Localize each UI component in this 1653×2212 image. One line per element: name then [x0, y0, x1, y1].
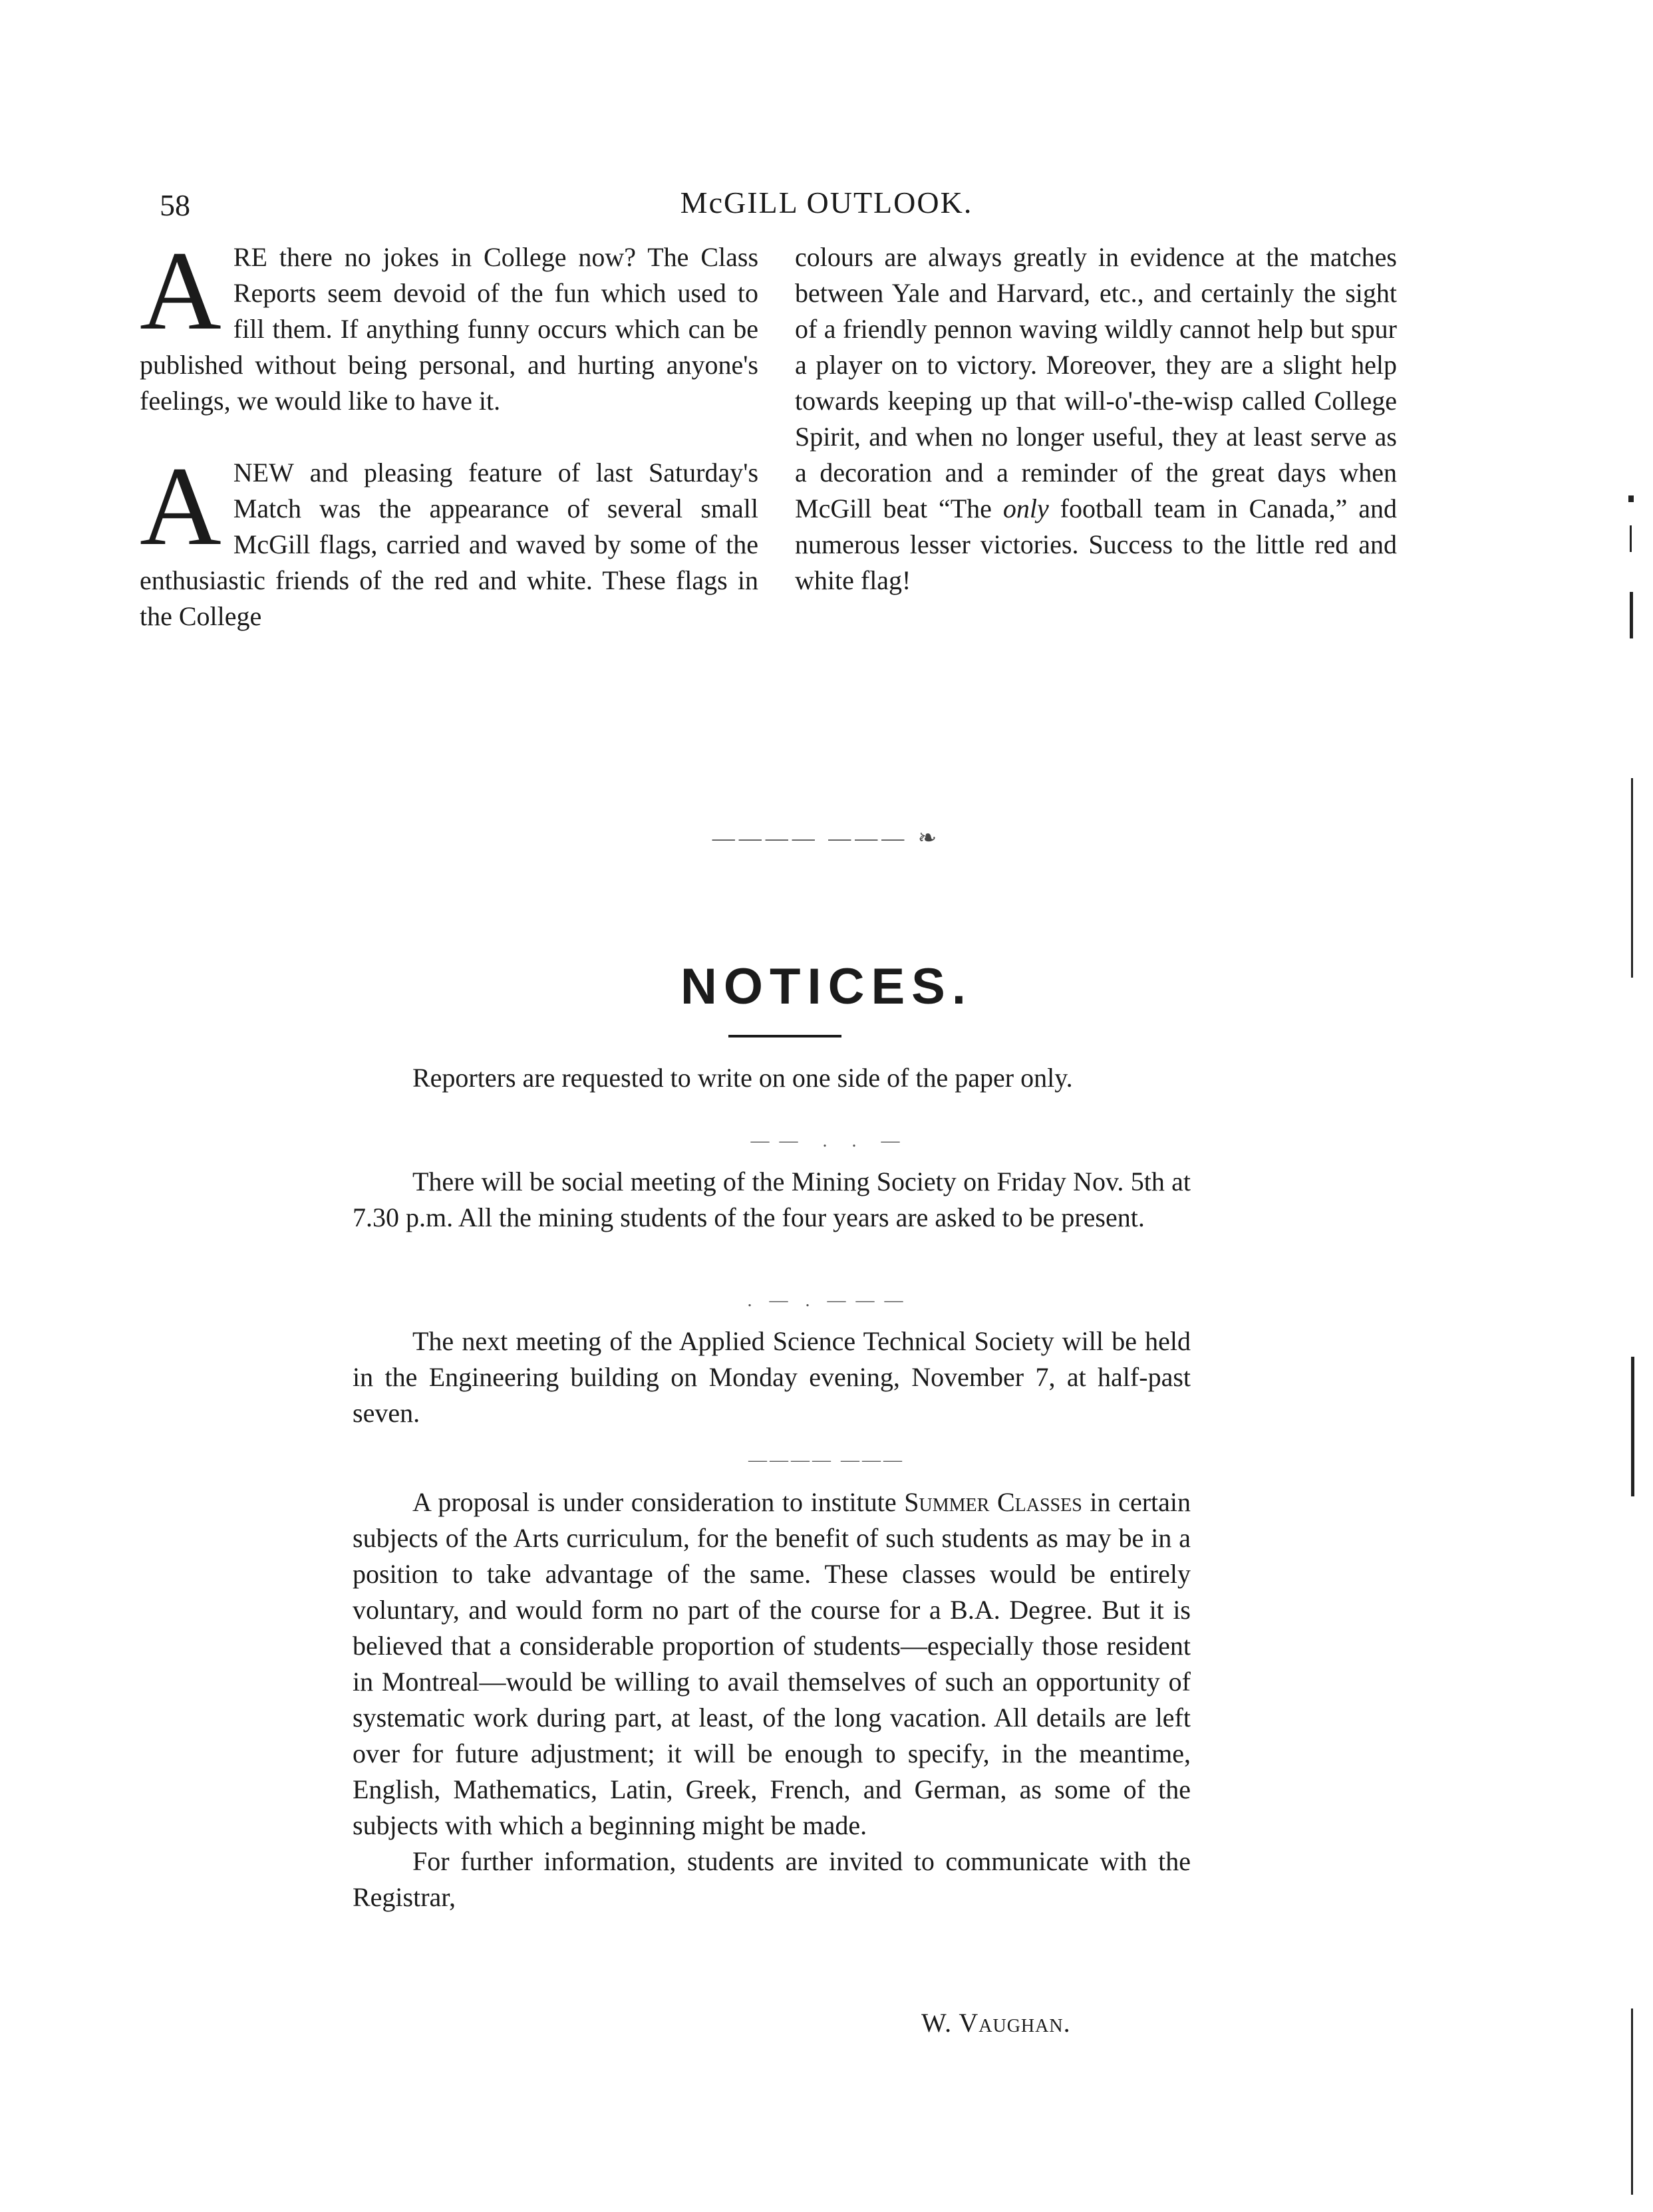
lead-word: RE [233, 242, 267, 272]
flags-paragraph-text [140, 444, 759, 634]
section-ornament: ———— ——— ❧ [712, 826, 941, 851]
scan-mark [1631, 1357, 1634, 1496]
right-column [795, 239, 1397, 599]
drop-cap: A [140, 228, 222, 353]
scan-mark [1630, 592, 1633, 638]
drop-cap: A [140, 444, 222, 569]
title-rule [728, 1035, 841, 1037]
signature: W. Vaughan. [921, 2008, 1071, 2038]
notice-summer-text [353, 1484, 1191, 1844]
left-column [140, 228, 759, 634]
summer-text-b: in certain subjects of the Arts curriculum, for the benefit of such students as may be in a position to take advantage of the same. These classes would be entirely voluntary, and would form no part of the course for a B.A. Degree. But it is believed that a considerable proportion of students—especially those resident in Montreal—would be willing to avail themselves of such an opportunity of systematic work during part, at least, of the long vacation. All details are left over for future adjustment; it will be enough to specify, in the meantime, English, Mathematics, Latin, Greek, French, and German, as some of the subjects with which a beginning might be made. [353, 1487, 1191, 1840]
notice-mining-society [353, 1164, 1191, 1236]
scan-mark [1631, 2008, 1633, 2195]
separator-dashes: . — . — — — [747, 1290, 906, 1311]
page-number: 58 [160, 188, 190, 222]
summer-classes-small-caps: Summer Classes [904, 1487, 1082, 1517]
running-title: McGILL OUTLOOK. [680, 186, 973, 219]
notice-technical-society [353, 1323, 1191, 1431]
notice-mining-text: There will be social meeting of the Mining Society on Friday Nov. 5th at 7.30 p.m. All the mining students of the four years are asked to be present. [353, 1167, 1191, 1232]
italic-word: only [1002, 493, 1049, 523]
separator-dashes: — — . . — [750, 1131, 903, 1151]
notice-summer-classes [353, 1484, 1191, 1915]
flags-paragraph-body: and pleasing feature of last Saturday's Match was the appearance of several small McGill flags, carried and waved by some of the enthusiastic friends of the red and white. These flags in the College [140, 458, 759, 631]
flags-paragraph [140, 444, 759, 634]
jokes-paragraph [140, 228, 759, 419]
notice-reporters-text: Reporters are requested to write on one side of the paper only. [412, 1063, 1073, 1093]
notice-registrar-text: For further information, students are invited to communicate with the Registrar, [353, 1846, 1191, 1912]
scan-mark [1631, 778, 1633, 978]
notices-title: NOTICES. [680, 958, 973, 1015]
jokes-paragraph-body: there no jokes in College now? The Class Reports seem devoid of the fun which used to fill them. If anything funny occurs which can be published without being personal, and hurting anyone's feelings, we would like to have it. [140, 242, 759, 416]
jokes-paragraph-text [140, 228, 759, 419]
notice-technical-text: The next meeting of the Applied Science Technical Society will be held in the Engineering building on Monday evening, November 7, at half-past seven. [353, 1326, 1191, 1428]
continued-text-a: colours are always greatly in evidence at the matches between Yale and Harvard, etc., and certainly the sight of a friendly pennon waving wildly cannot help but spur a player on to victory. Moreover, they are a slight help towards keeping up that will-o'-the-wisp called College Spirit, and when no longer useful, they at least serve as a decoration and a reminder of the great days when McGill beat “The [795, 242, 1397, 523]
scan-mark [1628, 495, 1634, 502]
lead-word: NEW [233, 458, 294, 487]
separator-rule: ———— ——— [748, 1450, 905, 1470]
notice-reporters [353, 1060, 1191, 1096]
summer-text-a: A proposal is under consideration to institute [412, 1487, 897, 1517]
flags-paragraph-continued [795, 239, 1397, 599]
continued-text-b: football team in Canada,” and numerous lesser victories. Success to the little red and white flag! [795, 493, 1398, 595]
scan-mark [1630, 525, 1632, 552]
